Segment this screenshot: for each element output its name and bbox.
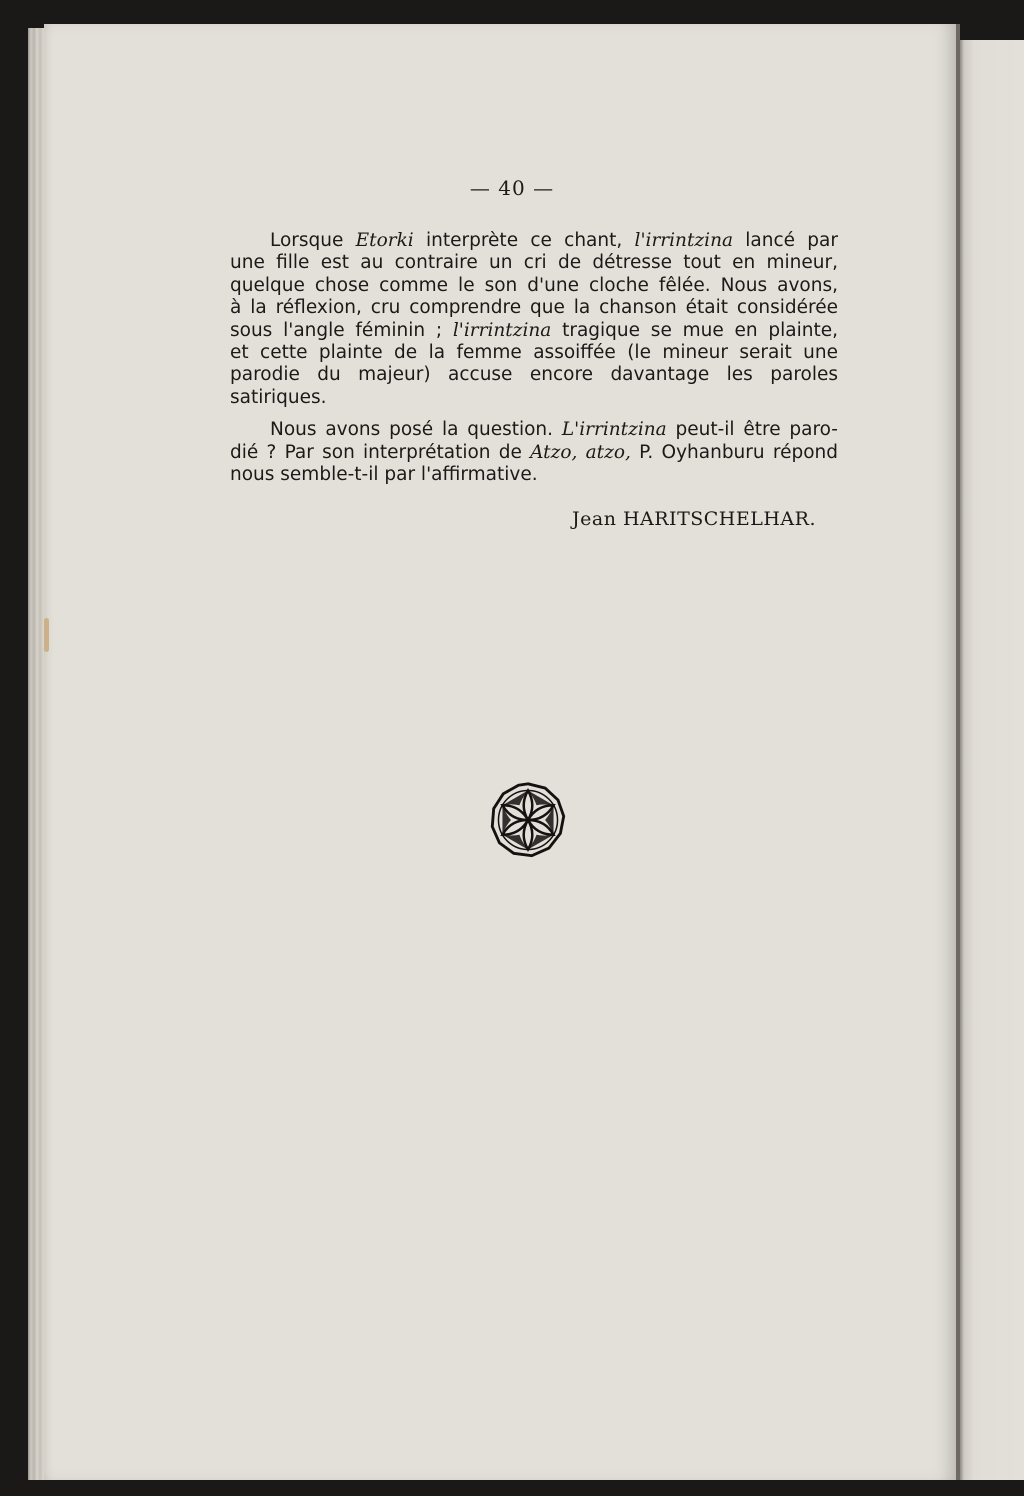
body-text (230, 230, 838, 486)
text-line: dié ? Par son interprétation de Atzo, atzo, P. Oyhanburu répond (230, 441, 838, 463)
text-line: quelque chose comme le son d'une cloche fêlée. Nous avons, (230, 274, 838, 296)
text-line: à la réflexion, cru comprendre que la chanson était considérée (230, 297, 838, 319)
text-line: nous semble-t-il par l'affirmative. (230, 464, 538, 486)
italic-term: Atzo, atzo, (530, 441, 631, 463)
italic-term: L'irrintzina (561, 419, 667, 441)
paragraph-2 (230, 419, 838, 486)
six-petal-rosette-icon (488, 780, 568, 860)
text-line: et cette plainte de la femme assoiffée (le mineur serait une (230, 342, 838, 364)
paragraph-1 (230, 230, 838, 409)
text-line: satiriques. (230, 386, 327, 408)
italic-term: l'irrintzina (452, 319, 552, 341)
italic-term: Etorki (355, 230, 414, 251)
italic-term: l'irrintzina (634, 230, 734, 251)
facing-page-edge (960, 40, 1024, 1480)
text-line: Lorsque Etorki interprète ce chant, l'irrintzina lancé par (270, 230, 838, 251)
text-line: parodie du majeur) accuse encore davantage les paroles (230, 364, 838, 386)
text-line: une fille est au contraire un cri de détresse tout en mineur, (230, 252, 838, 274)
text-line: Nous avons posé la question. L'irrintzina peut-il être paro- (270, 419, 838, 441)
paper-stain (44, 618, 49, 652)
author-signature: Jean HARITSCHELHAR. (572, 508, 816, 530)
page-number: — 40 — (469, 176, 555, 200)
text-line: sous l'angle féminin ; l'irrintzina tragique se mue en plainte, (230, 319, 838, 341)
